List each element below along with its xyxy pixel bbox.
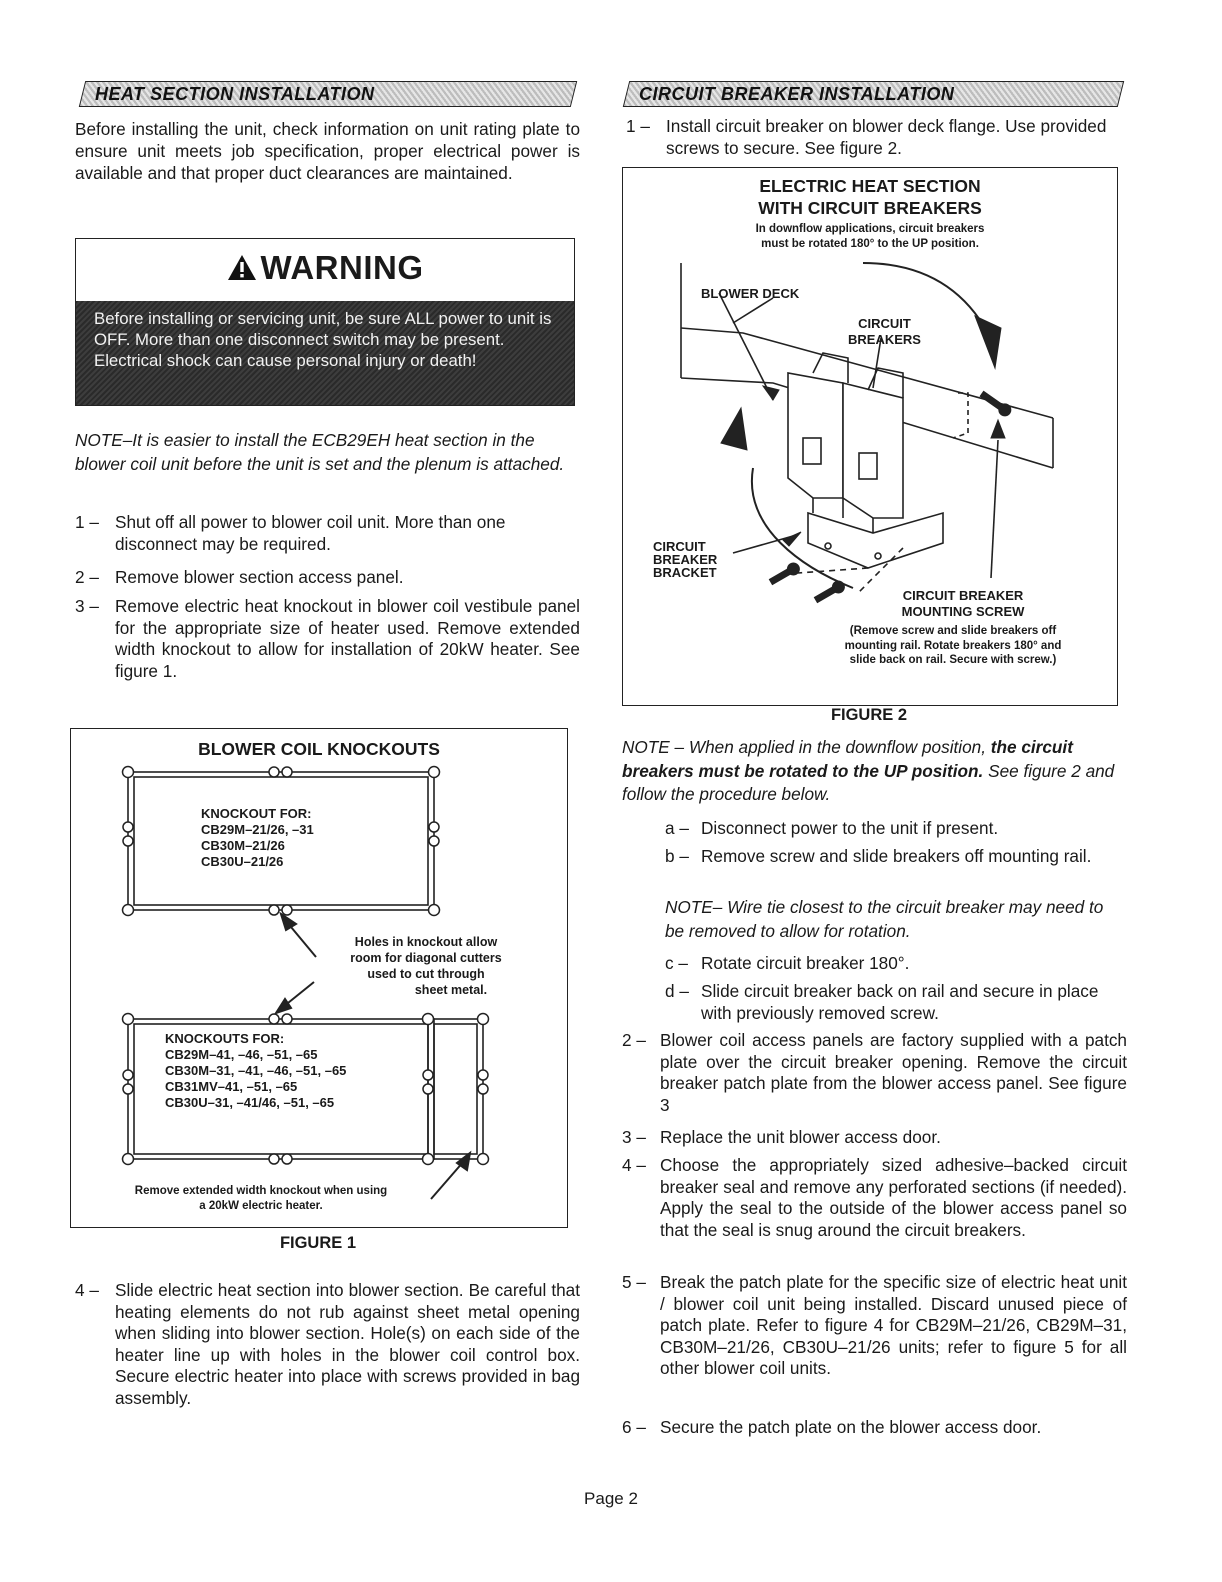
sub-step-letter: b – <box>665 846 689 866</box>
extended-note-line: a 20kW electric heater. <box>199 1199 323 1212</box>
circuit-breaker-heading: CIRCUIT BREAKER INSTALLATION <box>639 84 955 104</box>
sub-step-b <box>665 846 1127 868</box>
screw-label-line: MOUNTING SCREW <box>901 604 1025 619</box>
sub-step-letter: d – <box>665 981 689 1001</box>
sub-step-letter: a – <box>665 818 689 838</box>
holes-note <box>326 934 526 998</box>
figure-1-caption: FIGURE 1 <box>279 1234 357 1252</box>
knockouts-for-heading: KNOCKOUTS FOR: <box>165 1031 285 1046</box>
bracket-line: BREAKER <box>653 552 718 567</box>
figure-1-box <box>70 728 568 1228</box>
figure-2-title-2: WITH CIRCUIT BREAKERS <box>758 198 982 218</box>
holes-note-line: room for diagonal cutters <box>350 951 502 965</box>
model-line: CB30U–31, –41/46, –51, –65 <box>165 1095 335 1110</box>
step-text: Secure the patch plate on the blower access door. <box>660 1417 1042 1437</box>
page-number: Page 2 <box>584 1489 638 1508</box>
figure-2-box <box>622 167 1118 706</box>
screw-note-line: slide back on rail. Secure with screw.) <box>849 654 1057 666</box>
label-mounting-screw <box>828 588 1098 620</box>
step-text: Shut off all power to blower coil unit. More than one disconnect may be required. <box>115 512 506 554</box>
step-number: 3 – <box>75 596 99 616</box>
downflow-note-bold: the circuit breakers must be rotated to the UP position. <box>622 737 1073 781</box>
sub-step-letter: c – <box>665 953 688 973</box>
warning-title: WARNING <box>260 249 424 286</box>
label-breaker-bracket <box>653 540 717 579</box>
upper-knockout-label <box>201 806 314 870</box>
step-number: 1 – <box>626 116 650 136</box>
step-number: 5 – <box>622 1272 646 1292</box>
screw-note-line: mounting rail. Rotate breakers 180° and <box>844 639 1062 652</box>
sub-step-c <box>665 953 1127 975</box>
right-step-4 <box>622 1155 1127 1241</box>
figure-2-caption: FIGURE 2 <box>830 706 908 724</box>
downflow-note <box>622 736 1127 807</box>
bracket-line: BRACKET <box>653 565 717 580</box>
sub-step-text: Disconnect power to the unit if present. <box>701 818 999 838</box>
step-text: Blower coil access panels are factory supplied with a patch plate over the circuit breaker opening. Remove the circuit breaker patch plate from the blower access panel. See figure 3 <box>660 1030 1127 1115</box>
step-number: 4 – <box>75 1280 99 1300</box>
model-line: CB31MV–41, –51, –65 <box>165 1079 298 1094</box>
knockout-for-heading: KNOCKOUT FOR: <box>201 806 312 821</box>
sub-step-d <box>665 981 1127 1024</box>
left-step-4 <box>75 1280 580 1409</box>
sub-step-text: Slide circuit breaker back on rail and secure in place with previously removed screw. <box>701 981 1099 1023</box>
extended-note-line: Remove extended width knockout when using <box>134 1185 388 1197</box>
step-text: Remove blower section access panel. <box>115 567 404 587</box>
lower-knockout-label <box>165 1031 346 1111</box>
step-text: Remove electric heat knockout in blower coil vestibule panel for the appropriate size of heater used. Remove extended width knockout to allow for installation of 20kW heater. See figure 1. <box>115 596 580 681</box>
step-number: 3 – <box>622 1127 646 1147</box>
step-number: 6 – <box>622 1417 646 1437</box>
right-step-6 <box>622 1417 1127 1439</box>
right-step-1 <box>626 116 1128 159</box>
warning-box <box>75 238 575 406</box>
extended-knockout-outline <box>428 1019 483 1159</box>
wire-tie-note: NOTE– Wire tie closest to the circuit breaker may need to be removed to allow for rotation. <box>665 897 1104 941</box>
left-step-1 <box>75 512 580 555</box>
model-line: CB30M–31, –41, –46, –51, –65 <box>165 1063 347 1078</box>
step-text: Slide electric heat section into blower section. Be careful that heating elements do not rub against sheet metal opening when sliding into blower section. Hole(s) on each side of the heater line up with holes in the blower coil control box. Secure electric heater into place with screws provided in bag assembly. <box>115 1280 580 1408</box>
step-number: 2 – <box>75 567 99 587</box>
heat-section-heading-bar <box>79 81 577 107</box>
model-line: CB30U–21/26 <box>201 854 284 869</box>
left-step-3 <box>75 596 580 682</box>
intro-paragraph: Before installing the unit, check information on unit rating plate to ensure unit meets job specification, proper electrical power is available and that proper duct clearances are maintained. <box>75 119 580 183</box>
step-text: Install circuit breaker on blower deck flange. Use provided screws to secure. See figure 2. <box>666 116 1107 158</box>
holes-note-line: used to cut through <box>367 967 485 981</box>
label-circuit: CIRCUIT <box>858 316 911 331</box>
right-step-3 <box>622 1127 1127 1149</box>
step-text: Choose the appropriately sized adhesive–backed circuit breaker seal and remove any perforated sections (if needed). Apply the seal to the outside of the blower access panel so that the seal is snug around the circuit breakers. <box>660 1155 1127 1240</box>
right-step-2 <box>622 1030 1127 1116</box>
warning-triangle-icon <box>227 254 257 281</box>
label-circuit-breakers <box>848 316 921 348</box>
step-text: Replace the unit blower access door. <box>660 1127 941 1147</box>
warning-title-row <box>76 249 574 287</box>
model-line: CB29M–41, –46, –51, –65 <box>165 1047 318 1062</box>
screw-note <box>798 624 1108 668</box>
model-line: CB29M–21/26, –31 <box>201 822 314 837</box>
left-step-2 <box>75 567 580 589</box>
heat-section-heading: HEAT SECTION INSTALLATION <box>95 84 375 104</box>
holes-note-line: sheet metal. <box>414 983 488 997</box>
sub-step-a <box>665 818 1127 840</box>
figure-1-title: BLOWER COIL KNOCKOUTS <box>198 739 440 759</box>
install-note: NOTE–It is easier to install the ECB29EH heat section in the blower coil unit before the unit is set and the plenum is attached. <box>75 430 565 474</box>
step-number: 4 – <box>622 1155 646 1175</box>
circuit-breaker-heading-bar <box>623 81 1124 107</box>
model-line: CB30M–21/26 <box>201 838 285 853</box>
step-number: 1 – <box>75 512 99 532</box>
sub-step-text: Remove screw and slide breakers off mounting rail. <box>701 846 1092 866</box>
extended-knockout-note <box>81 1184 441 1213</box>
holes-note-line: Holes in knockout allow <box>354 935 498 949</box>
bracket-line: CIRCUIT <box>653 539 706 554</box>
warning-body: Before installing or servicing unit, be sure ALL power to unit is OFF. More than one disconnect switch may be present. Electrical shock can cause personal injury or death! <box>76 301 574 405</box>
sub-step-text: Rotate circuit breaker 180°. <box>701 953 910 973</box>
screw-note-line: (Remove screw and slide breakers off <box>849 625 1057 637</box>
step-text: Break the patch plate for the specific size of electric heat unit / blower coil unit being installed. Discard unused piece of patch plate. Refer to figure 4 for CB29M–21/26, CB29M–31, CB30M–21/26, CB30U–21/26 units; refer to figure 5 for all other blower coil units. <box>660 1272 1127 1378</box>
step-number: 2 – <box>622 1030 646 1050</box>
figure-2-subtitle-2: must be rotated 180° to the UP position. <box>761 238 979 250</box>
screw-label-line: CIRCUIT BREAKER <box>902 588 1024 603</box>
downflow-note-end: See figure 2 and follow the procedure below. <box>622 760 1115 804</box>
label-breakers: BREAKERS <box>848 332 921 347</box>
figure-2-subtitle-1: In downflow applications, circuit breakers <box>755 223 985 235</box>
right-step-5 <box>622 1272 1127 1380</box>
label-blower-deck: BLOWER DECK <box>701 286 800 301</box>
figure-2-title-1: ELECTRIC HEAT SECTION <box>759 176 981 196</box>
downflow-note-text: NOTE – When applied in the downflow position, <box>622 737 991 757</box>
